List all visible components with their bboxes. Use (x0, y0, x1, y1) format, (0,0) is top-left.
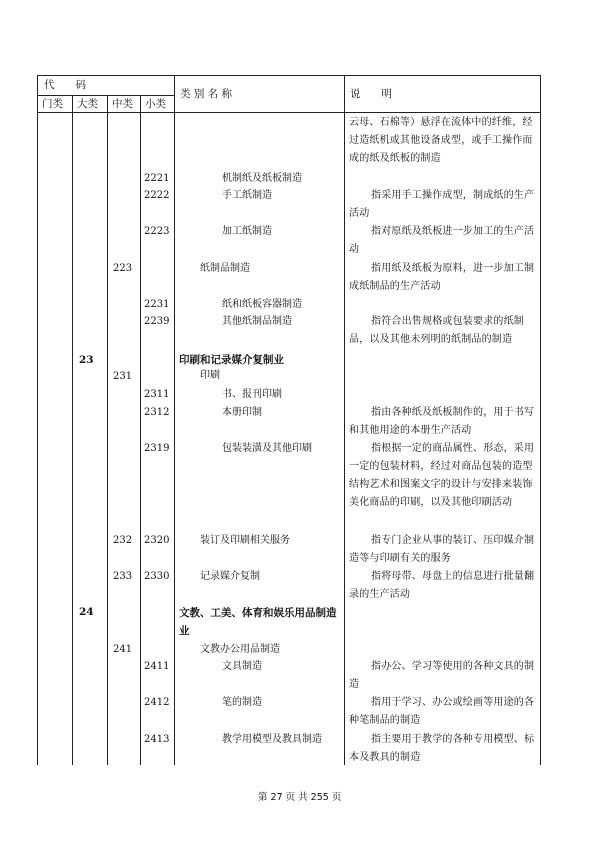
row-xiao-code: 2319 (144, 443, 170, 454)
header-men: 门类 (42, 98, 63, 110)
row-name: 加工纸制造 (222, 226, 272, 237)
row-xiao-code: 2320 (144, 535, 170, 546)
row-zhong-code: 241 (113, 644, 133, 655)
row-xiao-code: 2411 (144, 661, 170, 672)
row-name: 教学用模型及教具制造 (222, 734, 322, 745)
row-zhong-code: 233 (113, 571, 133, 582)
row-desc: 指将母带、母盘上的信息进行批量翻录的生产活动 (349, 571, 535, 600)
row-desc: 指主要用于教学的各种专用模型、标本及教具的制造 (349, 734, 535, 763)
header-description: 说 明 (350, 88, 392, 100)
row-desc: 指由各种纸及纸板制作的，用于书写和其他用途的本册生产活动 (349, 407, 535, 436)
row-name: 装订及印刷相关服务 (200, 535, 290, 546)
row-name: 记录媒介复制 (200, 571, 260, 582)
row-xiao-code: 2231 (144, 299, 170, 310)
row-da-code: 24 (79, 606, 94, 618)
page-number: 第 27 页 共 255 页 (258, 792, 342, 803)
row-name: 印刷和记录媒介复制业 (179, 354, 284, 366)
row-desc: 指用纸及纸板为原料，进一步加工制成纸制品的生产活动 (349, 263, 535, 292)
row-desc: 指用于学习、办公或绘画等用途的各种笔制品的制造 (349, 697, 535, 726)
row-name: 手工纸制造 (222, 190, 272, 201)
row-xiao-code: 2412 (144, 697, 170, 708)
row-name: 其他纸制品制造 (222, 316, 292, 327)
row-name: 笔的制造 (222, 697, 262, 708)
row-desc: 指办公、学习等使用的各种文具的制造 (349, 661, 535, 690)
row-xiao-code: 2413 (144, 734, 170, 745)
row-name: 文教、工美、体育和娱乐用品制造业 (179, 607, 337, 637)
row-desc: 指根据一定的商品属性、形态，采用一定的包装材料，经过对商品包装的造型结构艺术和图案文字的设计与安排来装饰美化商品的印刷，以及其他印刷活动 (349, 443, 535, 508)
row-desc: 云母、石棉等）悬浮在流体中的纤维，经过造纸机或其他设备成型，或手工操作而成的纸及纸板的制造 (349, 117, 533, 164)
row-name: 文具制造 (222, 661, 262, 672)
row-xiao-code: 2311 (144, 389, 170, 400)
row-name: 机制纸及纸板制造 (222, 173, 302, 184)
row-xiao-code: 2330 (144, 571, 170, 582)
header-xiao: 小类 (145, 98, 166, 110)
row-desc: 指专门企业从事的装订、压印媒介制造等与印刷有关的服务 (349, 535, 535, 564)
row-zhong-code: 232 (113, 535, 133, 546)
header-category-name: 类 别 名 称 (180, 88, 233, 100)
row-name: 纸制品制造 (200, 263, 250, 274)
row-desc: 指对原纸及纸板进一步加工的生产活动 (349, 226, 535, 255)
row-desc: 指符合出售规格或包装要求的纸制品，以及其他未列明的纸制品的制造 (349, 316, 524, 345)
row-xiao-code: 2223 (144, 226, 170, 237)
row-name: 包装装潢及其他印刷 (222, 443, 312, 454)
header-code-label: 代 码 (44, 79, 86, 91)
header-zhong: 中类 (112, 98, 133, 110)
row-name: 印刷 (200, 370, 220, 381)
row-name: 纸和纸板容器制造 (222, 299, 302, 310)
row-zhong-code: 231 (113, 371, 133, 382)
row-xiao-code: 2221 (144, 173, 170, 184)
row-desc: 指采用手工操作成型，制成纸的生产活动 (349, 190, 535, 219)
header-da: 大类 (77, 98, 98, 110)
row-name: 文教办公用品制造 (200, 644, 280, 655)
row-da-code: 23 (79, 354, 94, 366)
row-name: 书、报刊印刷 (222, 389, 282, 400)
row-xiao-code: 2239 (144, 316, 170, 327)
row-name: 本册印制 (222, 407, 262, 418)
row-zhong-code: 223 (113, 263, 133, 274)
row-xiao-code: 2312 (144, 407, 170, 418)
row-xiao-code: 2222 (144, 190, 170, 201)
